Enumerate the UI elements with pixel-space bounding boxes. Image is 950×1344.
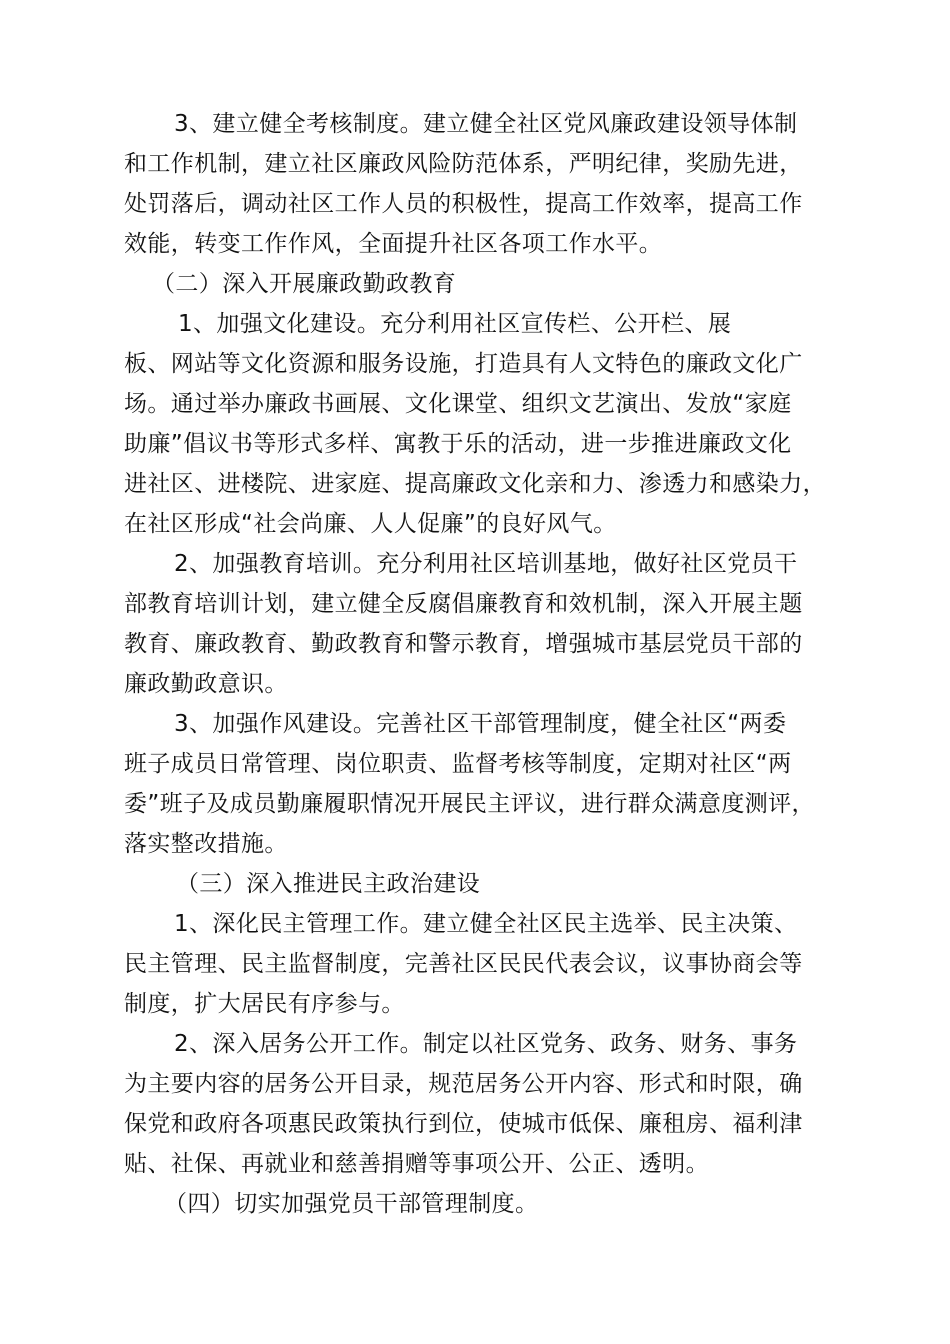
text-line: 部教育培训计划，建立健全反腐倡廉教育和效机制，深入开展主题	[124, 591, 803, 617]
text-line: 在社区形成“社会尚廉、人人促廉”的良好风气。	[124, 511, 617, 537]
text-line: 2、加强教育培训。充分利用社区培训基地，做好社区党员干	[174, 551, 798, 577]
section-heading: （三）深入推进民主政治建设	[176, 871, 481, 897]
text-line: 3、加强作风建设。完善社区干部管理制度，健全社区“两委	[174, 711, 787, 737]
text-line: 教育、廉政教育、勤政教育和警示教育，增强城市基层党员干部的	[124, 631, 803, 657]
text-line: 效能，转变工作作风，全面提升社区各项工作水平。	[124, 231, 663, 257]
text-line: 民主管理、民主监督制度，完善社区民民代表会议，议事协商会等	[124, 951, 803, 977]
text-line: 1、深化民主管理工作。建立健全社区民主选举、民主决策、	[174, 911, 798, 937]
text-line: 3、建立健全考核制度。建立健全社区党风廉政建设领导体制	[174, 111, 798, 137]
text-line: 为主要内容的居务公开目录，规范居务公开内容、形式和时限，确	[124, 1071, 803, 1097]
text-line: 2、深入居务公开工作。制定以社区党务、政务、财务、事务	[174, 1031, 798, 1057]
text-line: 助廉”倡议书等形式多样、寓教于乐的活动，进一步推进廉政文化	[124, 431, 792, 457]
text-line: 和工作机制，建立社区廉政风险防范体系，严明纪律，奖励先进，	[124, 151, 803, 177]
text-line: 场。通过举办廉政书画展、文化课堂、组织文艺演出、发放“家庭	[124, 391, 792, 417]
text-line: 板、网站等文化资源和服务设施，打造具有人文特色的廉政文化广	[124, 351, 803, 377]
text-line: 进社区、进楼院、进家庭、提高廉政文化亲和力、渗透力和感染力，	[124, 471, 826, 497]
text-line: 廉政勤政意识。	[124, 671, 288, 697]
text-line: 班子成员日常管理、岗位职责、监督考核等制度，定期对社区“两	[124, 751, 792, 777]
section-heading: （四）切实加强党员干部管理制度。	[164, 1191, 539, 1217]
text-line: 委”班子及成员勤廉履职情况开展民主评议，进行群众满意度测评，	[124, 791, 815, 817]
text-line: 处罚落后，调动社区工作人员的积极性，提高工作效率，提高工作	[124, 191, 803, 217]
text-line: 贴、社保、再就业和慈善捐赠等事项公开、公正、透明。	[124, 1151, 709, 1177]
text-line: 1、加强文化建设。充分利用社区宣传栏、公开栏、展	[178, 311, 732, 337]
text-line: 制度，扩大居民有序参与。	[124, 991, 405, 1017]
text-line: 保党和政府各项惠民政策执行到位，使城市低保、廉租房、福利津	[124, 1111, 803, 1137]
section-heading: （二）深入开展廉政勤政教育	[152, 271, 457, 297]
text-line: 落实整改措施。	[124, 831, 288, 857]
